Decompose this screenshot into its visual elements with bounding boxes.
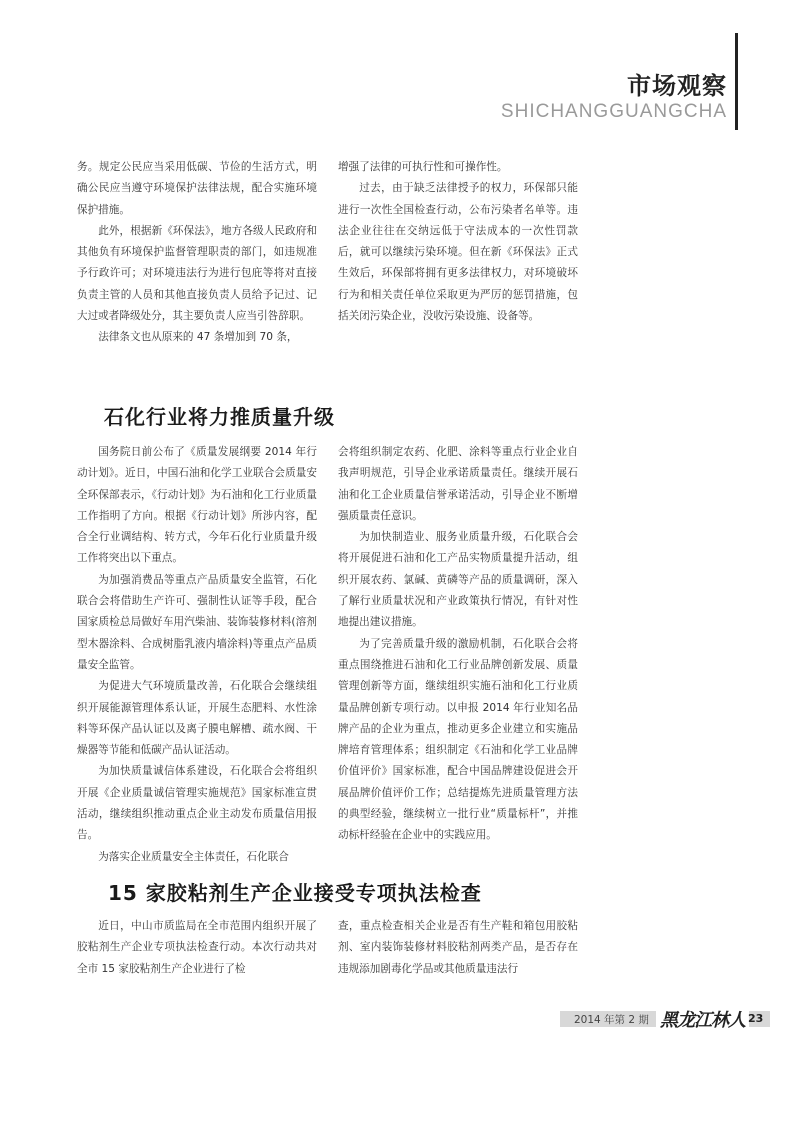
article1-left-column [77, 442, 317, 868]
paragraph: 为促进大气环境质量改善，石化联合会继续组织开展能源管理体系认证，开展生态肥料、水性涂料等环保产品认证以及离子膜电解槽、疏水阀、干燥器等节能和低碳产品认证活动。 [77, 680, 317, 757]
paragraph: 会将组织制定农药、化肥、涂料等重点行业企业自我声明规范，引导企业承诺质量责任。继续开展石油和化工企业质量信誉承诺活动，引导企业不断增强质量责任意识。 [338, 446, 578, 522]
section-title: 市场观察 [627, 72, 727, 100]
paragraph: 过去，由于缺乏法律授予的权力，环保部只能进行一次性全国检查行动，公布污染者名单等。违法企业往往在交纳远低于守法成本的一次性罚款后，就可以继续污染环境。但在新《环保法》正式生效后，环保部将拥有更多法律权力，对环境破坏行为和相关责任单位采取更为严厉的惩罚措施，包括关闭污染企业，没收污染设施、设备等。 [338, 182, 578, 323]
paragraph: 务。规定公民应当采用低碳、节俭的生活方式，明确公民应当遵守环境保护法律法规，配合实施环境保护措施。 [77, 161, 317, 216]
paragraph: 此外，根据新《环保法》，地方各级人民政府和其他负有环境保护监督管理职责的部门，如违规准予行政许可；对环境违法行为进行包庇等将对直接负责主管的人员和其他直接负责人员给予记过、记大过或者降级处分，其主要负责人应当引咎辞职。 [77, 224, 317, 323]
paragraph: 法律条文也从原来的 47 条增加到 70 条， [98, 331, 298, 344]
section1-left-column [77, 157, 317, 349]
paragraph: 为加强消费品等重点产品质量安全监管，石化联合会将借助生产许可、强制性认证等手段，配合国家质检总局做好车用汽柴油、装饰装修材料(溶剂型木器涂料、合成树脂乳液内墙涂料)等重点产品质量安全监管。 [77, 573, 317, 671]
paragraph: 为落实企业质量安全主体责任，石化联合 [98, 850, 289, 863]
section-subtitle-pinyin: SHICHANGGUANGCHA [500, 101, 727, 122]
paragraph: 为加快质量诚信体系建设，石化联合会将组织开展《企业质量诚信管理实施规范》国家标准宣贯活动，继续组织推动重点企业主动发布质量信用报告。 [77, 765, 317, 842]
header-vertical-rule [735, 33, 738, 130]
magazine-logo: 黑龙江林人 [656, 1006, 749, 1032]
paragraph: 查，重点检查相关企业是否有生产鞋和箱包用胶粘剂、室内装饰装修材料胶粘剂两类产品，是否存在违规添加剧毒化学品或其他质量违法行 [338, 920, 578, 975]
paragraph: 为了完善质量升级的激励机制，石化联合会将重点围绕推进石油和化工行业品牌创新发展、质量管理创新等方面，继续组织实施石油和化工行业质量品牌创新专项行动。以申报 2014 年行业知名品牌产品的企业为重点，推动更多企业建立和实施品牌培育管理体系；组织制定《石油和化学工业品牌价值评价》国家标准，配合中国品牌建设促进会开展品牌价值评价工作；总结提炼先进质量管理方法的典型经验，继续树立一批行业“质量标杆”，并推动标杆经验在企业中的实践应用。 [338, 637, 578, 842]
paragraph: 近日，中山市质监局在全市范围内组织开展了胶粘剂生产企业专项执法检查行动。本次行动共对全市 15 家胶粘剂生产企业进行了检 [77, 920, 317, 975]
article1-headline: 石化行业将力推质量升级 [104, 405, 335, 429]
paragraph: 国务院日前公布了《质量发展纲要 2014 年行动计划》。近日，中国石油和化学工业联合会质量安全环保部表示，《行动计划》为石油和化工行业质量工作指明了方向。根据《行动计划》所涉内容，配合全行业调结构、转方式，今年石化行业质量升级工作将突出以下重点。 [77, 446, 317, 565]
paragraph: 增强了法律的可执行性和可操作性。 [338, 161, 508, 173]
paragraph: 为加快制造业、服务业质量升级，石化联合会将开展促进石油和化工产品实物质量提升活动，组织开展农药、氯碱、黄磷等产品的质量调研，深入了解行业质量状况和产业政策执行情况，有针对性地提出建议措施。 [338, 531, 578, 629]
section1-right-column [338, 157, 578, 327]
issue-label: 2014 年第 2 期 [574, 1014, 649, 1026]
article1-right-column [338, 442, 578, 847]
page-footer [560, 1008, 770, 1031]
page-number: 23 [748, 1012, 764, 1025]
article2-headline: 15 家胶粘剂生产企业接受专项执法检查 [108, 881, 482, 905]
article2-left-column [77, 916, 317, 980]
article2-right-column [338, 916, 578, 980]
